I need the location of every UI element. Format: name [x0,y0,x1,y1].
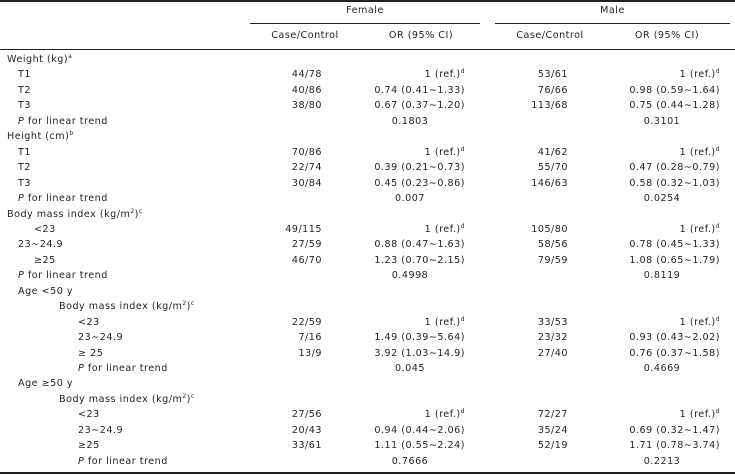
male-odds-ratio-value: 0.75 (0.44∼1.28) [629,100,720,112]
male-odds-ratio [604,423,720,439]
male-case-control-value: 53/61 [537,69,568,81]
row-label [18,98,31,114]
footnote-marker: d [715,68,720,76]
male-odds-ratio-value: 1 (ref.) [679,223,716,235]
row-label-text: <23 [78,316,100,328]
female-case-control-value: 13/9 [298,347,322,359]
footnote-marker: d [715,222,720,230]
table-row [0,237,735,253]
female-group-header: Female [346,5,384,16]
male-case-control [518,315,568,331]
footnote-marker: d [715,315,720,323]
footnote-marker: a [68,53,73,60]
female-case-control-value: 7/16 [298,332,322,344]
male-odds-ratio-value: 0.8119 [643,270,681,282]
female-odds-ratio [355,407,465,423]
female-case-control [272,253,322,269]
female-or-ci-header: OR (95% CI) [388,30,454,41]
row-label-text: T1 [18,69,31,81]
row-label-text: Body mass index (kg/m [59,301,183,313]
male-odds-ratio-value: 0.76 (0.37∼1.58) [629,347,720,359]
row-label [7,52,72,68]
male-case-control-value: 33/53 [537,316,568,328]
table-top-rule [0,0,735,2]
male-case-control-value: 105/80 [531,223,568,235]
table-row [0,392,735,408]
female-case-control-value: 46/70 [291,254,322,266]
row-label-text: <23 [78,409,100,421]
row-label [18,160,31,176]
male-odds-ratio [604,222,720,238]
footnote-marker: d [715,145,720,153]
male-group-underline [495,23,730,24]
female-case-control-value: 33/61 [291,440,322,452]
female-odds-ratio-value: 0.7666 [391,455,429,467]
male-case-control-header: Case/Control [516,30,584,41]
female-odds-ratio-value: 1 (ref.) [424,316,461,328]
female-case-control [272,98,322,114]
female-case-control-value: 27/56 [291,409,322,421]
row-label-suffix: ) [186,301,191,313]
table-row [0,83,735,99]
male-odds-ratio-value: 1 (ref.) [679,69,716,81]
p-symbol: P [78,363,85,374]
row-label-text: <23 [34,223,56,235]
female-case-control [272,67,322,83]
female-case-control-value: 38/80 [291,100,322,112]
female-odds-ratio [355,346,465,362]
row-label-text: for linear trend [24,115,108,127]
row-label-text: ≥25 [34,254,56,266]
male-odds-ratio-value: 0.58 (0.32∼1.03) [629,177,720,189]
row-label [18,268,108,284]
footnote-marker: c [138,207,143,215]
row-label-text: ≥ 25 [78,347,104,359]
male-odds-ratio [604,191,720,207]
female-odds-ratio [355,253,465,269]
row-label-text: T2 [18,162,31,174]
trend-row [0,114,735,130]
row-label-text: Age ≥50 y [18,378,74,390]
male-case-control-value: 58/56 [537,239,568,251]
female-case-control [272,423,322,439]
row-label-text: Height (cm) [7,131,70,143]
female-case-control [272,176,322,192]
male-odds-ratio [604,114,720,130]
female-odds-ratio [355,438,465,454]
table-row [0,315,735,331]
male-group-header: Male [600,5,625,16]
female-odds-ratio-value: 0.39 (0.21∼0.73) [374,162,465,174]
female-odds-ratio [355,237,465,253]
female-odds-ratio [355,423,465,439]
male-case-control [518,253,568,269]
row-label [78,423,123,439]
male-case-control [518,222,568,238]
female-case-control-value: 70/86 [291,146,322,158]
unit-exponent: 2 [182,392,187,400]
male-case-control [518,407,568,423]
male-odds-ratio [604,438,720,454]
row-label [18,67,31,83]
footnote-marker: c [190,392,195,400]
row-label [59,299,195,315]
row-label [34,222,56,238]
table-row [0,207,735,223]
row-label [7,129,74,145]
table-row [0,438,735,454]
trend-row [0,454,735,470]
table-row [0,67,735,83]
male-odds-ratio-value: 1.71 (0.78∼3.74) [629,440,720,452]
female-case-control [272,83,322,99]
male-case-control [518,145,568,161]
row-label-text: for linear trend [84,363,168,374]
female-odds-ratio-value: 0.045 [395,363,425,374]
male-odds-ratio-value: 0.47 (0.28∼0.79) [629,162,720,174]
table-row [0,423,735,439]
male-case-control [518,346,568,362]
female-case-control-value: 22/59 [291,316,322,328]
male-odds-ratio-value: 0.4669 [643,363,681,374]
trend-row [0,191,735,207]
unit-exponent: 2 [182,300,187,308]
footnote-marker: d [460,408,465,416]
p-symbol: P [78,455,85,467]
female-case-control-value: 30/84 [291,177,322,189]
unit-exponent: 2 [130,207,135,215]
female-case-control-value: 27/59 [291,239,322,251]
female-odds-ratio-value: 0.007 [395,193,425,205]
male-odds-ratio [604,268,720,284]
row-label-text: 23∼24.9 [78,424,124,436]
female-odds-ratio [355,361,465,377]
row-label [34,253,56,269]
female-odds-ratio-value: 1 (ref.) [424,69,461,81]
female-case-control-value: 44/78 [291,69,322,81]
table-row [0,176,735,192]
footnote-marker: d [460,68,465,76]
female-odds-ratio-value: 0.4998 [391,270,429,282]
female-odds-ratio [355,315,465,331]
female-odds-ratio-value: 0.45 (0.23∼0.86) [374,177,465,189]
female-odds-ratio [355,67,465,83]
male-case-control-value: 113/68 [531,100,568,112]
male-or-ci-header: OR (95% CI) [634,30,700,41]
male-case-control-value: 27/40 [537,347,568,359]
female-odds-ratio [355,145,465,161]
table-row [0,330,735,346]
row-label [78,407,100,423]
table-row [0,376,735,392]
male-case-control-value: 35/24 [537,424,568,436]
male-odds-ratio-value: 0.98 (0.59∼1.64) [629,84,720,96]
male-odds-ratio [604,454,720,470]
row-label [78,438,100,454]
male-odds-ratio [604,346,720,362]
female-group-underline [250,23,480,24]
female-case-control-header: Case/Control [271,30,339,41]
table-row [0,160,735,176]
female-odds-ratio-value: 1.23 (0.70∼2.15) [374,254,465,266]
female-case-control [272,330,322,346]
row-label [18,237,63,253]
male-case-control [518,423,568,439]
footnote-marker: d [460,145,465,153]
male-odds-ratio-value: 1 (ref.) [679,316,716,328]
row-label-text: T1 [18,146,31,158]
female-odds-ratio-value: 1 (ref.) [424,146,461,158]
male-case-control-value: 146/63 [531,177,568,189]
male-case-control [518,67,568,83]
male-case-control [518,237,568,253]
male-case-control-value: 23/32 [537,332,568,344]
male-case-control-value: 79/59 [537,254,568,266]
row-label [78,361,168,377]
footnote-marker: c [190,300,195,308]
female-odds-ratio-value: 1.49 (0.39∼5.64) [374,332,465,344]
female-odds-ratio [355,454,465,470]
row-label [18,114,108,130]
female-case-control [272,160,322,176]
female-case-control [272,407,322,423]
header-bottom-rule [0,49,735,50]
female-case-control [272,237,322,253]
row-label-text: T2 [18,84,31,96]
male-case-control [518,438,568,454]
row-label-suffix: ) [186,393,191,405]
male-odds-ratio [604,145,720,161]
male-odds-ratio [604,253,720,269]
female-case-control-value: 22/74 [291,162,322,174]
female-odds-ratio [355,114,465,130]
table-row [0,129,735,145]
footnote-marker: d [715,408,720,416]
male-case-control [518,176,568,192]
row-label [78,346,103,362]
table-row [0,284,735,300]
row-label-text: 23∼24.9 [18,239,64,251]
row-label-suffix: ) [134,208,139,220]
female-case-control-value: 40/86 [291,84,322,96]
male-odds-ratio [604,330,720,346]
male-case-control [518,160,568,176]
p-symbol: P [18,115,25,127]
table-row [0,145,735,161]
male-odds-ratio [604,237,720,253]
row-label-text: for linear trend [24,193,108,205]
male-case-control [518,330,568,346]
female-odds-ratio [355,191,465,207]
table-bottom-rule [0,472,735,474]
female-odds-ratio-value: 0.74 (0.41∼1.33) [374,84,465,96]
row-label [78,454,168,470]
row-label [18,176,31,192]
row-label [18,376,73,392]
row-label [18,83,31,99]
row-label-text: Age <50 y [18,285,74,297]
male-odds-ratio-value: 0.2213 [643,455,681,467]
male-odds-ratio-value: 1 (ref.) [679,409,716,421]
female-odds-ratio-value: 0.94 (0.44∼2.06) [374,424,465,436]
row-label-text: ≥25 [78,440,100,452]
p-symbol: P [18,270,25,282]
male-odds-ratio-value: 0.78 (0.45∼1.33) [629,239,720,251]
row-label [78,330,123,346]
table-row [0,346,735,362]
female-odds-ratio [355,330,465,346]
trend-row [0,268,735,284]
female-case-control [272,222,322,238]
footnote-marker: d [460,315,465,323]
female-case-control [272,346,322,362]
male-odds-ratio-value: 0.3101 [643,115,681,127]
male-case-control-value: 76/66 [537,84,568,96]
female-odds-ratio [355,268,465,284]
female-odds-ratio-value: 1 (ref.) [424,223,461,235]
male-case-control-value: 72/27 [537,409,568,421]
female-odds-ratio-value: 0.88 (0.47∼1.63) [374,239,465,251]
male-odds-ratio [604,361,720,377]
female-case-control-value: 49/115 [285,223,322,235]
female-odds-ratio [355,222,465,238]
row-label-text: for linear trend [24,270,108,282]
female-odds-ratio [355,160,465,176]
footnote-marker: d [460,222,465,230]
female-case-control [272,315,322,331]
male-odds-ratio [604,83,720,99]
female-odds-ratio [355,98,465,114]
row-label-text: 23∼24.9 [78,332,124,344]
table-row [0,222,735,238]
row-label-text: Body mass index (kg/m [59,393,183,405]
female-odds-ratio [355,83,465,99]
male-odds-ratio-value: 0.69 (0.32∼1.47) [629,424,720,436]
male-odds-ratio-value: 1 (ref.) [679,146,716,158]
table-row [0,98,735,114]
row-label-text: Weight (kg) [7,54,69,65]
table-row [0,299,735,315]
p-symbol: P [18,193,25,205]
table-row [0,52,735,68]
table-row [0,253,735,269]
row-label-text: Body mass index (kg/m [7,208,131,220]
table-row [0,407,735,423]
row-label-text: for linear trend [84,455,168,467]
male-odds-ratio [604,176,720,192]
male-odds-ratio [604,407,720,423]
row-label [18,284,73,300]
row-label [18,145,31,161]
row-label [59,392,195,408]
female-odds-ratio-value: 3.92 (1.03∼14.9) [374,347,465,359]
male-case-control-value: 41/62 [537,146,568,158]
female-case-control [272,145,322,161]
male-odds-ratio-value: 0.0254 [643,193,681,205]
row-label-text: T3 [18,100,31,112]
row-label-text: T3 [18,177,31,189]
male-odds-ratio [604,98,720,114]
male-case-control [518,98,568,114]
male-odds-ratio-value: 0.93 (0.43∼2.02) [629,332,720,344]
male-case-control-value: 55/70 [537,162,568,174]
male-odds-ratio [604,67,720,83]
female-odds-ratio-value: 0.1803 [391,115,429,127]
female-odds-ratio-value: 1 (ref.) [424,409,461,421]
row-label [18,191,108,207]
footnote-marker: b [69,130,74,138]
female-odds-ratio-value: 0.67 (0.37∼1.20) [374,100,465,112]
male-odds-ratio [604,315,720,331]
trend-row [0,361,735,377]
female-case-control-value: 20/43 [291,424,322,436]
female-odds-ratio [355,176,465,192]
male-odds-ratio [604,160,720,176]
row-label [7,207,143,223]
female-case-control [272,438,322,454]
male-case-control-value: 52/19 [537,440,568,452]
female-odds-ratio-value: 1.11 (0.55∼2.24) [374,440,465,452]
male-case-control [518,83,568,99]
row-label [78,315,100,331]
male-odds-ratio-value: 1.08 (0.65∼1.79) [629,254,720,266]
